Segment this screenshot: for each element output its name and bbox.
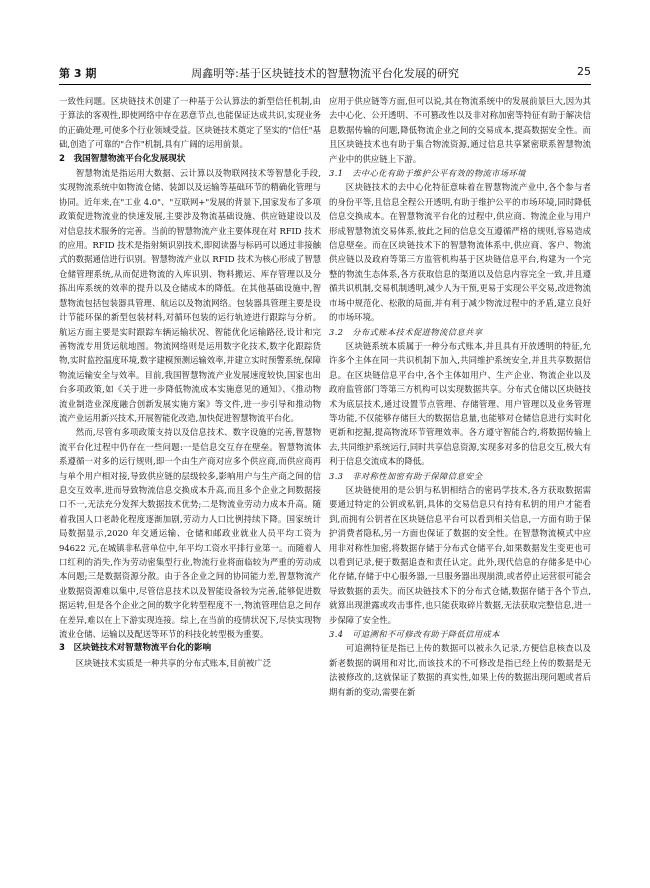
paragraph-continued: 应用于供应链等方面,但可以说,其在物流系统中的发展前景巨大,因为其去中心化、公开透明、不可篡改性以及非对称加密等特征有助于解决信息数据传输的问题,降低物流企业之间的交易成本,提高数据安全性。而且区块链技术也有助于集合物流资源,通过信息共享紧密联系智慧物流产业中的供应链上下游。 bbox=[329, 96, 591, 164]
paragraph: 区块链系统本质属于一种分布式账本,并且具有开放透明的特征,允许多个主体在同一共识机制下加入,共同维护系统安全,并且共享数据信息。在区块链信息平台中,各个主体如用户、生产企业、物流企业以及政府监管部门等第三方机构可以实现数据共享。分布式仓储以区块链技术为底层技术,通过设置节点管理、存储管理、用户管理以及业务管理等功能,不仅能够存储巨大的数据信息量,也能够对仓储信息进行实时化更新和挖掘,提高物流环节管理效率。各方遵守智能合约,将数据传输上去,共同维护系统运行,同时共享信息资源,实现多对多的信息交互,极大有利于信息交流成本的降低。 bbox=[329, 340, 591, 467]
page-number: 25 bbox=[577, 65, 591, 78]
left-column bbox=[59, 94, 321, 670]
section-heading-3: 3 区块链技术对智慧物流平台化的影响 bbox=[59, 643, 212, 654]
paragraph: 区块链技术实质是一种共享的分布式账本,目前被广泛 bbox=[75, 657, 272, 668]
header-rule bbox=[59, 84, 591, 85]
subsection-heading-3-1: 3.1 去中心化有助于维护公平有效的物流市场环境 bbox=[329, 168, 526, 179]
running-title: 周鑫明等:基于区块链技术的智慧物流平台化发展的研究 bbox=[191, 67, 459, 80]
section-heading-2: 2 我国智慧物流平台化发展现状 bbox=[59, 153, 186, 164]
paragraph-continued: 一致性问题。区块链技术创建了一种基于公认算法的新型信任机制,由于算法的客观性,即使网络中存在恶意节点,也能保证达成共识,实现业务的正确处理,可使多个行业领域受益。区块链技术奠定了坚实的"信任"基础,创造了可靠的"合作"机制,具有广阔的运用前景。 bbox=[59, 96, 321, 150]
paragraph: 区块链使用的是公钥与私钥相结合的密码学技术,各方获取数据需要通过特定的公钥或私钥,具体的交易信息只有持有私钥的用户才能看到,而拥有公钥者在区块链信息平台可以看到相关信息,一方面有助于保护消费者隐私,另一方面也保证了数据的安全性。在智慧物流模式中应用非对称性加密,将数据存储于分布式仓储平台,如果数据发生变更也可以看到记录,便于数据追查和责任认定。此外,现代信息的存储多是中心化存储,存储于中心服务器,一旦服务器出现崩溃,或者停止运营很可能会导致数据的丢失。而区块链技术下的分布式仓储,数据存储于各个节点,就算出现泄露或攻击事件,也只能获取碎片数据,无法获取完整信息,进一步保障了安全性。 bbox=[329, 484, 591, 625]
right-column bbox=[329, 94, 591, 699]
paragraph: 可追溯特征是指已上传的数据可以被永久记录,方便信息核查以及新老数据的调用和对比,而该技术的不可修改是指已经上传的数据是无法被修改的,这就保证了数据的真实性,如果上传的数据出现问题或者后期有新的变动,需要在新 bbox=[329, 643, 591, 697]
subsection-heading-3-2: 3.2 分布式账本技术促进物流信息共享 bbox=[329, 326, 483, 337]
paragraph: 区块链技术的去中心化特征意味着在智慧物流产业中,各个参与者的身份平等,且信息全程公开透明,有助于维护公平的市场环境,同时降低信息交换成本。在智慧物流平台化的过程中,供应商、物流企业与用户形成智慧物流交易体系,彼此之间的信息交互遵循严格的规则,容易造成信息壁垒。而在区块链技术下的智慧物流体系中,供应商、客户、物流供应链以及政府等第三方监管机构基于区块链信息平台,构建为一个完整的物流生态体系,各方获取信息的渠道以及信息内容完全一致,并且遵循共识机制,交易机制透明,减少人为干预,更易于实现公平交易,改进物流市场中规范化、松散的局面,并有利于减少物流过程中的矛盾,建立良好的市场环境。 bbox=[329, 182, 591, 323]
running-header bbox=[59, 63, 591, 81]
paragraph: 然而,尽管有多项政策支持以及信息技术、数字设施的完善,智慧物流平台化过程中仍存在一些问题:一是信息交互存在壁垒。智慧物流体系遵循一对多的运行规则,即一个由生产商对应多个供应商,而供应商再与单个用户相对接,导致供应链的层级较多,影响用户与生产商之间的信息交互效率,进而导致物流信息交换成本升高,而且多个企业之间数据接口不一,无法充分发挥大数据技术优势;二是物流业劳动力成本升高。随着我国人口老龄化程度逐渐加剧,劳动力人口比例持续下降。国家统计局数据显示,2020 年交通运输、仓储和邮政业就业人员平均工资为 94622 元,在城镇非私营单位中,年平均工资水平排行业第一。而随着人口红利的消失,作为劳动密集型行业,物流行业将面临较为严重的劳动成本问题;三是数据资源分散。由于各企业之间的协同能力差,智慧物流产业数据资源难以集中,尽管信息技术以及智能设备较为完善,能够促进数据运转,但是各个企业之间的数字化转型程度不一,物流管理信息之间存在差异,难以在上下游实现连接。综上,在当前的疫情状况下,尽快实现物流业仓储、运输以及配送等环节的科技化转型极为重要。 bbox=[59, 427, 321, 640]
paragraph: 智慧物流是指运用大数据、云计算以及物联网技术等智慧化手段,实现物流系统中如物流仓储、装卸以及运输等基础环节的精确化管理与协同。近年来,在"工业 4.0"、"互联网+"发展的背景下,国家发布了多项政策促进物流业的快速发展,主要涉及物流基础设施、供应链建设以及对信息技术服务的完善。当前的智慧物流产业主要体现在对 RFID 技术的应用。RFID 技术是指射频识别技术,即阅读器与标码可以通过非接触式的数据通信进行识别。智慧物流产业以 RFID 技术为核心形成了智慧仓储管理系统,从而促进物流的入库识别、物料搬运、库存管理以及分拣出库系统的效率的提升以及仓储成本的降低。在其他基础设施中,智慧物流包括包装器具管理、航运以及物流网络。包装器具管理主要是设计节能环保的新型包装材料,对循环包装的运行轨迹进行跟踪与分析。航运方面主要是实时跟踪车辆运输状况、智能优化运输路径,设计和完善物流专用货运航地图。物流网络则是运用数字化技术,数字化跟踪货物,实时监控温度环境,数字建模预测运输效率,并建立实时预警系统,保障物流运输安全与效率。目前,我国智慧物流产业发展速度较快,国家也出台多项政策,如《关于进一步降低物流成本实施意见的通知》、《推动物流业制造业深度融合创新发展实施方案》等文件,进一步引导和推动物流产业运用新兴技术,开展智能化改造,加快促进智慧物流平台化。 bbox=[59, 168, 321, 423]
subsection-heading-3-3: 3.3 非对称性加密有助于保障信息安全 bbox=[329, 470, 483, 481]
issue-number: 第 3 期 bbox=[59, 67, 97, 80]
subsection-heading-3-4: 3.4 可追溯和不可修改有助于降低信用成本 bbox=[329, 629, 500, 640]
